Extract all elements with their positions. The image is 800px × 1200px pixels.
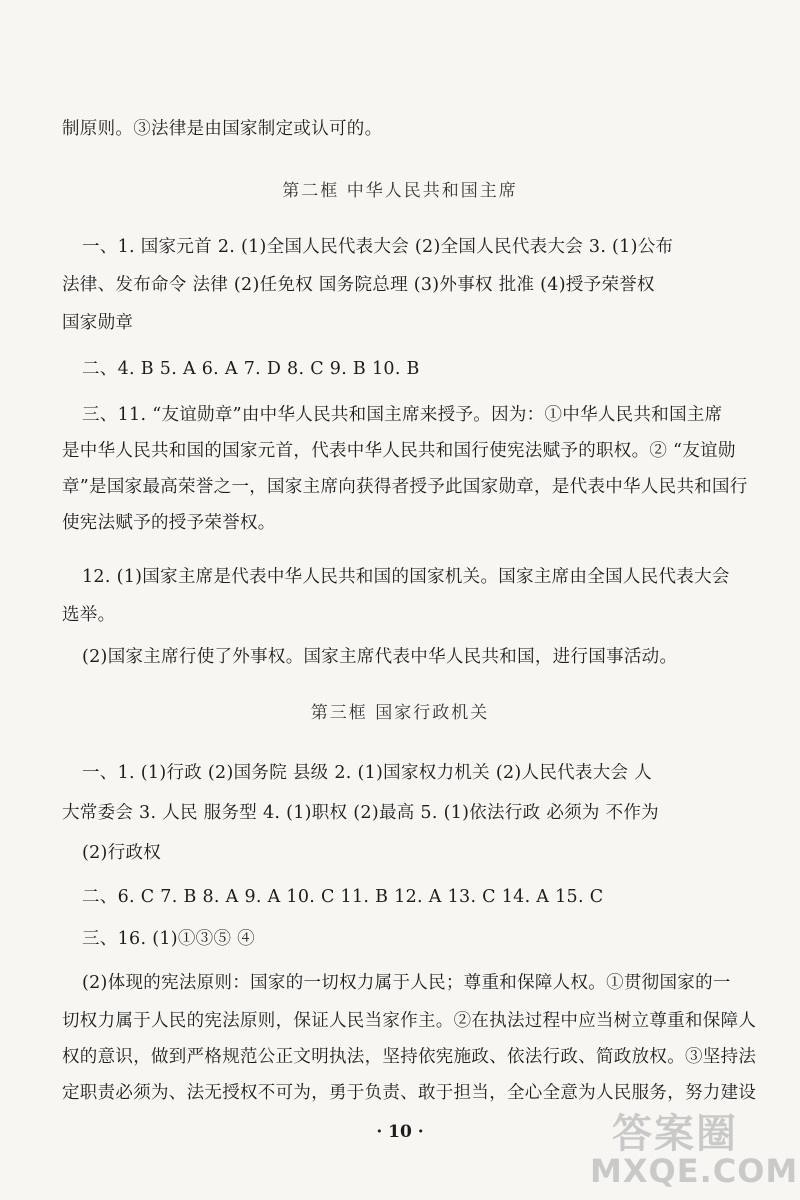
text-line: 二、6. C 7. B 8. A 9. A 10. C 11. B 12. A 13. C 14. A 15. C [82,887,604,907]
section-heading-3: 第三框 国家行政机关 [310,703,490,723]
text-line: 法律、发布命令 法律 (2)任免权 国务院总理 (3)外事权 批准 (4)授予荣誉权 [62,275,655,295]
text-line: 三、11. “友谊勋章”由中华人民共和国主席来授予。因为：①中华人民共和国主席 [82,405,723,425]
watermark-logo [560,1100,800,1200]
text-line: 是中华人民共和国的国家元首，代表中华人民共和国行使宪法赋予的职权。② “友谊勋 [62,441,736,461]
text-line: 三、16. (1)①③⑤ ④ [82,929,255,949]
section-heading-2: 第二框 中华人民共和国主席 [282,181,518,201]
text-line: (2)体现的宪法原则：国家的一切权力属于人民；尊重和保障人权。①贯彻国家的一 [82,973,731,993]
text-line: 使宪法赋予的授予荣誉权。 [62,513,276,533]
watermark-cn: 答案圈 [612,1111,738,1157]
text-line: (2)国家主席行使了外事权。国家主席代表中华人民共和国，进行国事活动。 [82,647,678,667]
text-line: 二、4. B 5. A 6. A 7. D 8. C 9. B 10. B [82,359,420,379]
text-line: 定职责必须为、法无授权不可为，勇于负责、敢于担当，全心全意为人民服务，努力建设 [62,1083,757,1103]
text-line: 大常委会 3. 人民 服务型 4. (1)职权 (2)最高 5. (1)依法行政 必须为 不作为 [62,803,659,823]
text-line: 权的意识，做到严格规范公正文明执法，坚持依宪施政、依法行政、简政放权。③坚持法 [62,1047,757,1067]
text-line: (2)行政权 [82,843,162,863]
text-line: 制原则。③法律是由国家制定或认可的。 [62,119,383,139]
text-line: 选举。 [62,605,116,625]
page-number: · 10 · [376,1122,424,1142]
watermark-en: MXQE.COM [590,1152,799,1190]
text-line: 12. (1)国家主席是代表中华人民共和国的国家机关。国家主席由全国人民代表大会 [82,567,730,587]
text-line: 一、1. 国家元首 2. (1)全国人民代表大会 (2)全国人民代表大会 3. (1)公布 [82,237,674,257]
text-line: 章”是国家最高荣誉之一，国家主席向获得者授予此国家勋章，是代表中华人民共和国行 [62,477,748,497]
text-line: 切权力属于人民的宪法原则，保证人民当家作主。②在执法过程中应当树立尊重和保障人 [62,1011,757,1031]
text-line: 一、1. (1)行政 (2)国务院 县级 2. (1)国家权力机关 (2)人民代表大会 人 [82,763,652,783]
text-line: 国家勋章 [62,313,134,333]
